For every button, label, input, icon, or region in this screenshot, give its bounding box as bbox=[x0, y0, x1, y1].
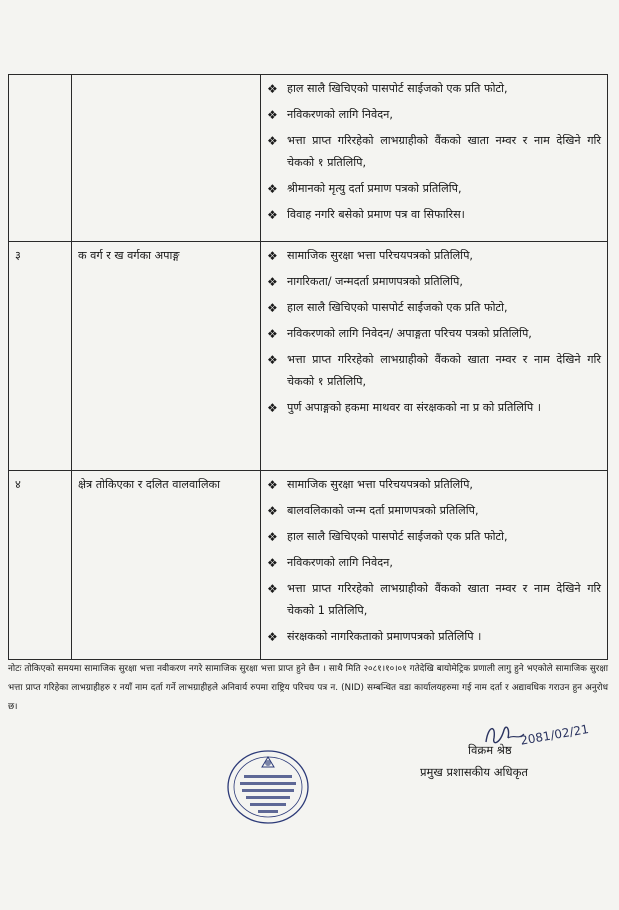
list-item bbox=[267, 397, 601, 419]
diamond-bullet-icon: ❖ bbox=[267, 182, 278, 196]
signature-date: 2081/02/21 bbox=[519, 721, 590, 748]
table-row bbox=[9, 471, 608, 660]
signer-name: विक्रम श्रेष्ठ bbox=[468, 743, 512, 757]
document-text: नविकरणको लागि निवेदन/ अपाङ्गता परिचय पत्रको प्रतिलिपि, bbox=[287, 327, 532, 340]
signer-designation: प्रमुख प्रशासकीय अधिकृत bbox=[420, 765, 528, 779]
diamond-bullet-icon: ❖ bbox=[267, 530, 278, 544]
document-text: सामाजिक सुरक्षा भत्ता परिचयपत्रको प्रतिलिपि, bbox=[287, 249, 473, 262]
document-text: विवाह नगरि बसेको प्रमाण पत्र वा सिफारिस। bbox=[287, 208, 465, 221]
list-item bbox=[267, 245, 601, 267]
list-item bbox=[267, 204, 601, 226]
diamond-bullet-icon: ❖ bbox=[267, 327, 278, 341]
list-item bbox=[267, 626, 601, 648]
diamond-bullet-icon: ❖ bbox=[267, 208, 278, 222]
diamond-bullet-icon: ❖ bbox=[267, 353, 278, 367]
table-row bbox=[9, 242, 608, 471]
list-item bbox=[267, 323, 601, 345]
list-item bbox=[267, 552, 601, 574]
note-paragraph: नोटः तोकिएको समयमा सामाजिक सुरक्षा भत्ता नवीकरण नगरे सामाजिक सुरक्षा भत्ता प्राप्त हुने छैन । साथै मिति २०८१।१०।०१ गतेदेखि बायोमेट्रिक प्रणाली लागु हुने भएकोले सामाजिक सुरक्षा भत्ता प्राप्त गरिहेका लाभग्राहीहरु र नयाँ नाम दर्ता गर्ने लाभग्राहीहले अनिवार्य रुपमा राष्ट्रिय परिचय पत्र न. (NID) सम्बन्धित वडा कार्यालयहरुमा गई नाम दर्ता र अद्यावधिक गराउन हुन अनुरोध छ। bbox=[8, 664, 608, 712]
diamond-bullet-icon: ❖ bbox=[267, 301, 278, 315]
documents-list bbox=[267, 245, 601, 419]
document-text: नविकरणको लागि निवेदन, bbox=[287, 556, 393, 569]
document-text: हाल सालै खिचिएको पासपोर्ट साईजको एक प्रति फोटो, bbox=[287, 530, 508, 543]
documents-cell bbox=[261, 471, 608, 660]
category-cell bbox=[72, 75, 261, 242]
category-cell: क वर्ग र ख वर्गका अपाङ्ग bbox=[72, 242, 261, 471]
list-item bbox=[267, 104, 601, 126]
list-item bbox=[267, 78, 601, 100]
list-item bbox=[267, 474, 601, 496]
document-text: सामाजिक सुरक्षा भत्ता परिचयपत्रको प्रतिलिपि, bbox=[287, 478, 473, 491]
list-item bbox=[267, 271, 601, 293]
serial-number-cell bbox=[9, 75, 72, 242]
document-text: संरक्षकको नागरिकताको प्रमाणपत्रको प्रतिलिपि । bbox=[287, 630, 482, 643]
category-cell: क्षेत्र तोकिएका र दलित वालवालिका bbox=[72, 471, 261, 660]
diamond-bullet-icon: ❖ bbox=[267, 275, 278, 289]
diamond-bullet-icon: ❖ bbox=[267, 108, 278, 122]
documents-list bbox=[267, 78, 601, 226]
diamond-bullet-icon: ❖ bbox=[267, 401, 278, 415]
list-item bbox=[267, 349, 601, 393]
list-item bbox=[267, 526, 601, 548]
document-text: श्रीमानको मृत्यु दर्ता प्रमाण पत्रको प्रतिलिपि, bbox=[287, 182, 462, 195]
list-item bbox=[267, 178, 601, 200]
document-text: नविकरणको लागि निवेदन, bbox=[287, 108, 393, 121]
office-seal-stamp bbox=[222, 745, 314, 829]
diamond-bullet-icon: ❖ bbox=[267, 582, 278, 596]
diamond-bullet-icon: ❖ bbox=[267, 249, 278, 263]
document-text: भत्ता प्राप्त गरिरहेको लाभग्राहीको वैंकको खाता नम्वर र नाम देखिने गरि चेकको १ प्रतिलिपि, bbox=[287, 353, 601, 388]
document-text: बालवलिकाको जन्म दर्ता प्रमाणपत्रको प्रतिलिपि, bbox=[287, 504, 479, 517]
diamond-bullet-icon: ❖ bbox=[267, 556, 278, 570]
table-row bbox=[9, 75, 608, 242]
document-text: हाल सालै खिचिएको पासपोर्ट साईजको एक प्रति फोटो, bbox=[287, 82, 508, 95]
document-text: नागरिकता/ जन्मदर्ता प्रमाणपत्रको प्रतिलिपि, bbox=[287, 275, 463, 288]
serial-number-cell: ३ bbox=[9, 242, 72, 471]
requirements-table bbox=[8, 74, 608, 660]
serial-number-cell: ४ bbox=[9, 471, 72, 660]
list-item bbox=[267, 297, 601, 319]
document-text: भत्ता प्राप्त गरिरहेको लाभग्राहीको वैंकको खाता नम्वर र नाम देखिने गरि चेकको १ प्रतिलिपि, bbox=[287, 134, 601, 169]
diamond-bullet-icon: ❖ bbox=[267, 504, 278, 518]
document-text: भत्ता प्राप्त गरिरहेको लाभग्राहीको वैंकको खाता नम्वर र नाम देखिने गरि चेकको 1 प्रतिलिपि, bbox=[287, 582, 601, 617]
document-text: पुर्ण अपाङ्गको हकमा माथवर वा संरक्षकको ना प्र को प्रतिलिपि । bbox=[287, 401, 541, 414]
documents-cell bbox=[261, 75, 608, 242]
documents-cell bbox=[261, 242, 608, 471]
diamond-bullet-icon: ❖ bbox=[267, 630, 278, 644]
list-item bbox=[267, 130, 601, 174]
diamond-bullet-icon: ❖ bbox=[267, 82, 278, 96]
diamond-bullet-icon: ❖ bbox=[267, 478, 278, 492]
list-item bbox=[267, 500, 601, 522]
documents-list bbox=[267, 474, 601, 648]
list-item bbox=[267, 578, 601, 622]
diamond-bullet-icon: ❖ bbox=[267, 134, 278, 148]
document-text: हाल सालै खिचिएको पासपोर्ट साईजको एक प्रति फोटो, bbox=[287, 301, 508, 314]
